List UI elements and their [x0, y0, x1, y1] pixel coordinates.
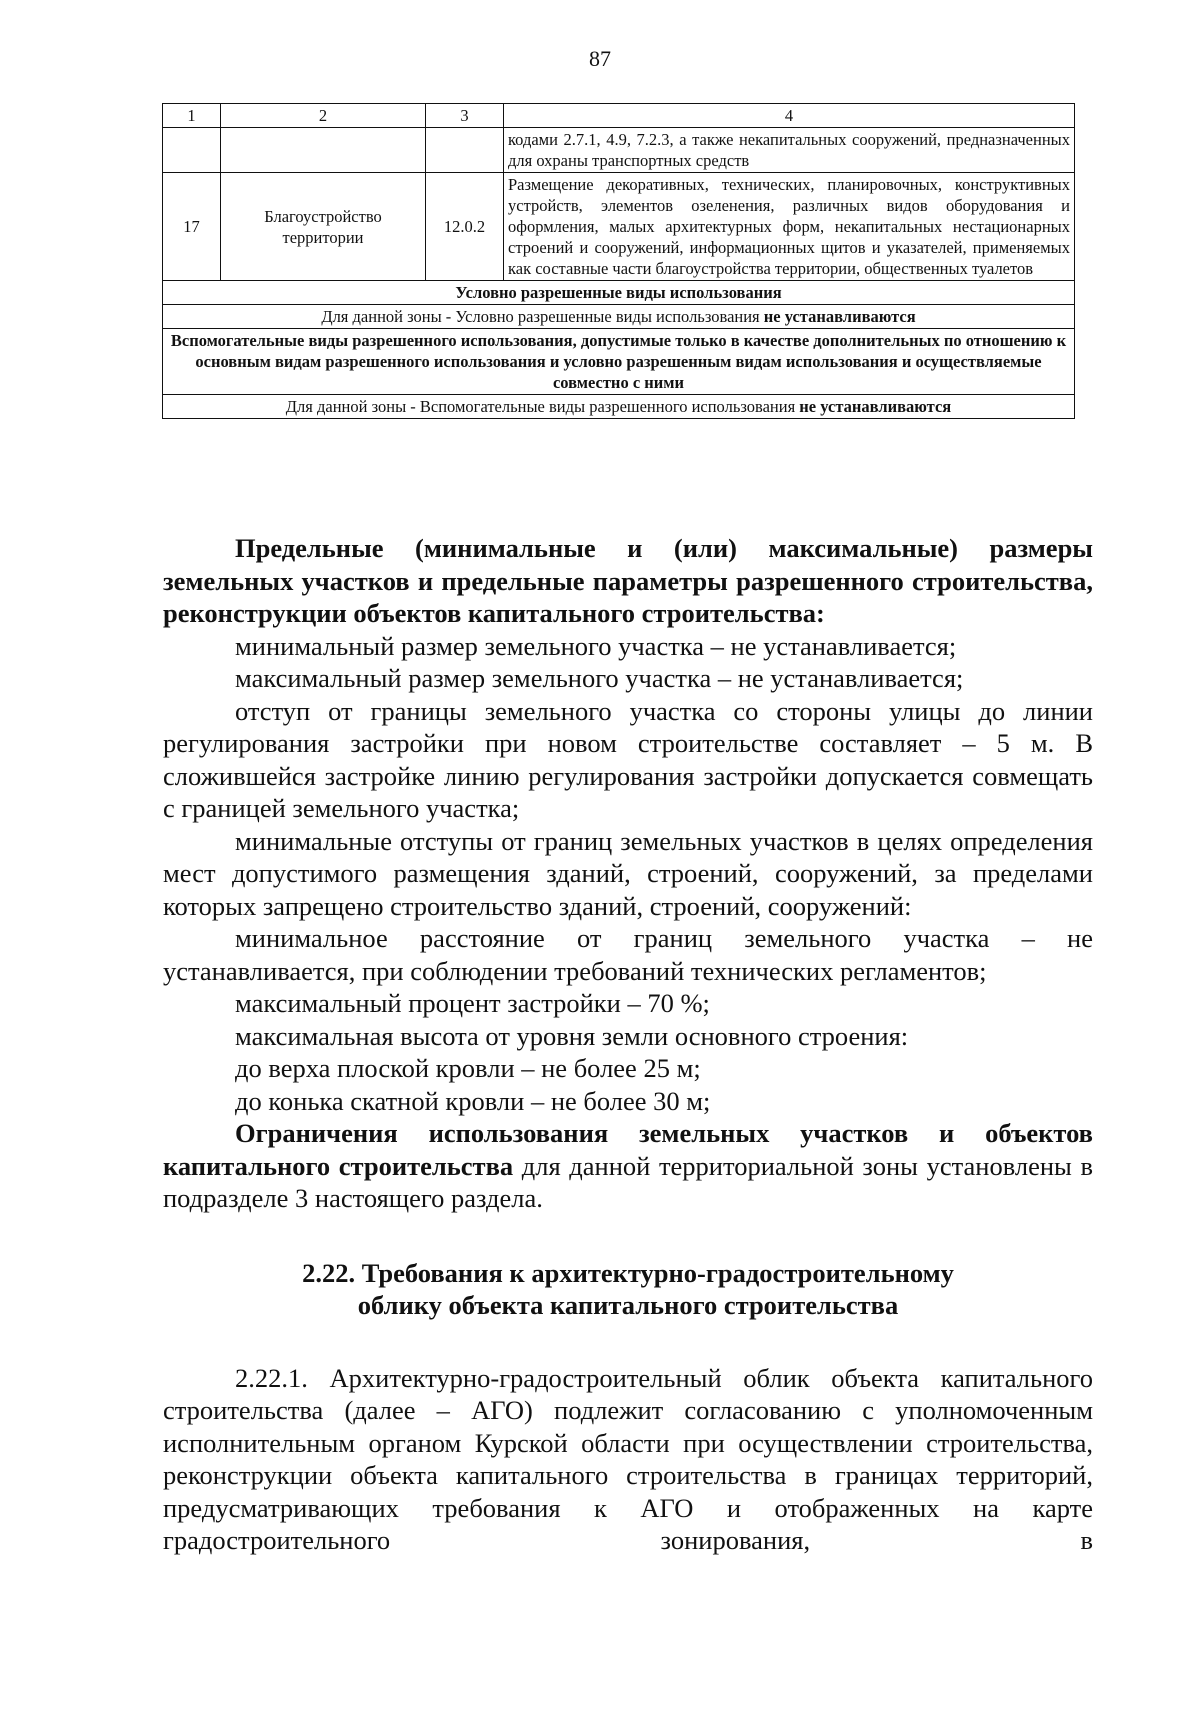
auxiliary-uses-heading: Вспомогательные виды разрешенного использования, допустимые только в качестве дополнительных по отношению к основным видам разрешенного использования и условно разрешенным видам использования и осуществляемые совместно с ними [163, 329, 1075, 395]
auxiliary-note-text: Для данной зоны - Вспомогательные виды разрешенного использования [285, 397, 800, 416]
auxiliary-note-bold: не устанавливаются [799, 397, 952, 416]
paragraph-height: максимальная высота от уровня земли основного строения: [235, 1020, 909, 1051]
conditional-uses-note [163, 305, 1075, 329]
paragraph-max-size: максимальный размер земельного участка – не устанавливается; [235, 663, 964, 693]
header-cell-2: 2 [221, 104, 426, 128]
paragraph-pitched-roof: до конька скатной кровли – не более 30 м; [235, 1085, 711, 1116]
restrictions-bold: Ограничения использования земельных участков и объектов капитального строительства [163, 1118, 1093, 1181]
limits-heading: Предельные (минимальные и (или) максимальные) размеры земельных участков и предельные параметры разрешенного строительства, реконструкции объектов капитального строительства: [163, 533, 1093, 628]
page-number: 87 [589, 46, 611, 71]
section-heading-line1: 2.22. Требования к архитектурно-градостроительному [302, 1257, 954, 1288]
header-cell-1: 1 [163, 104, 221, 128]
empty-cell [163, 128, 221, 173]
paragraph-min-distance: минимальное расстояние от границ земельного участка – не устанавливается, при соблюдении требований технических регламентов; [163, 923, 1093, 986]
conditional-note-text: Для данной зоны - Условно разрешенные виды использования [321, 307, 764, 326]
paragraph-restrictions [163, 1117, 1093, 1215]
conditional-uses-heading: Условно разрешенные виды использования [163, 281, 1075, 305]
empty-cell [221, 128, 426, 173]
paragraph-coverage: максимальный процент застройки – 70 %; [235, 988, 710, 1018]
body-text [163, 532, 1093, 1557]
restrictions-rest: для данной территориальной зоны установлены в подразделе 3 настоящего раздела. [163, 1150, 1093, 1213]
use-type-name: Благоустройство территории [221, 173, 426, 281]
table-header-row [163, 104, 1075, 128]
row-number: 17 [163, 173, 221, 281]
use-type-description: Размещение декоративных, технических, планировочных, конструктивных устройств, элементов озеленения, различных видов оборудования и оформления, малых архитектурных форм, некапитальных нестационарных строений и сооружений, информационных щитов и указателей, применяемых как составные части благоустройства территории, общественных туалетов [504, 173, 1075, 281]
table-row-17 [163, 173, 1075, 281]
auxiliary-uses-note [163, 395, 1075, 419]
table-row-conditional-heading [163, 281, 1075, 305]
section-heading-line2: облику объекта капитального строительства [357, 1290, 899, 1320]
table-row-conditional-note [163, 305, 1075, 329]
paragraph-setback: отступ от границы земельного участка со стороны улицы до линии регулирования застройки при новом строительстве составляет – 5 м. В сложившейся застройке линию регулирования застройки допускается совмещать с границей земельного участка; [163, 695, 1093, 823]
table-row-auxiliary-note [163, 395, 1075, 419]
paragraph-min-size: минимальный размер земельного участка – не устанавливается; [235, 630, 957, 661]
land-use-table [162, 103, 1075, 419]
continuation-description: кодами 2.7.1, 4.9, 7.2.3, а также некапитальных сооружений, предназначенных для охраны транспортных средств [504, 128, 1075, 173]
use-type-code: 12.0.2 [426, 173, 504, 281]
header-cell-4: 4 [504, 104, 1075, 128]
table-row-continuation [163, 128, 1075, 173]
header-cell-3: 3 [426, 104, 504, 128]
paragraph-min-setbacks: минимальные отступы от границ земельных участков в целях определения мест допустимого размещения зданий, строений, сооружений, за пределами которых запрещено строительство зданий, строений, сооружений: [163, 825, 1093, 921]
empty-cell [426, 128, 504, 173]
conditional-note-bold: не устанавливаются [763, 307, 916, 326]
paragraph-2-22-1: 2.22.1. Архитектурно-градостроительный облик объекта капитального строительства (далее – АГО) подлежит согласованию с уполномоченным исполнительным органом Курской области при осуществлении строительства, реконструкции объекта капитального строительства в границах территорий, предусматривающих требования к АГО и отображенных на карте градостроительного зонирования, в [163, 1362, 1093, 1555]
section-heading [163, 1257, 1093, 1322]
table-row-auxiliary-heading [163, 329, 1075, 395]
paragraph-flat-roof: до верха плоской кровли – не более 25 м; [235, 1053, 701, 1083]
